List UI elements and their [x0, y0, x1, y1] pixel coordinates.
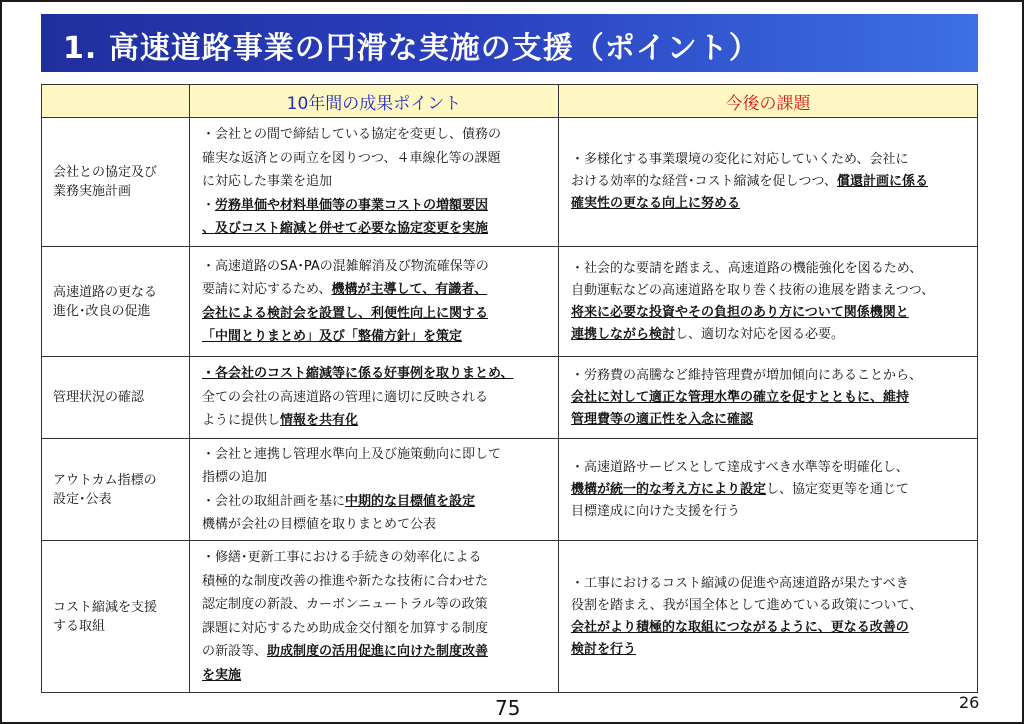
emphasized-text: 会社による検討会を設置し、利便性向上に関する: [202, 305, 489, 321]
tasks-cell: [559, 357, 978, 439]
cell-line: [571, 280, 969, 302]
cell-line: [202, 466, 550, 490]
cell-line: [202, 593, 550, 617]
row-label: [42, 357, 190, 439]
row-label-text: 設定･公表: [53, 491, 112, 507]
row-label-text: 進化･改良の促進: [53, 303, 151, 319]
summary-table: [41, 84, 978, 693]
cell-line: [571, 573, 969, 595]
cell-line: [202, 255, 550, 279]
header-empty-cell: [42, 85, 190, 118]
cell-line: [202, 325, 550, 349]
table-row: [42, 439, 978, 541]
cell-line: [202, 570, 550, 594]
row-label: [42, 118, 190, 247]
cell-line: [202, 170, 550, 194]
cell-line: [571, 595, 969, 617]
row-label-text: アウトカム指標の: [53, 472, 157, 488]
cell-text: 認定制度の新設、カーボンニュートラル等の政策: [202, 597, 488, 612]
page-number: 75: [495, 696, 521, 720]
tasks-cell: [559, 118, 978, 247]
cell-text: 確実な返済との両立を図りつつ、４車線化等の課題: [202, 150, 501, 166]
cell-line: [571, 324, 969, 346]
table-row: [42, 357, 978, 439]
row-label-text: する取組: [53, 618, 106, 634]
cell-text: の新設等、: [202, 644, 268, 659]
cell-text: ・工事におけるコスト縮減の促進や高速道路が果たすべき: [571, 575, 909, 591]
cell-text: おける効率的な経営･コスト縮減を促しつつ、: [571, 174, 837, 189]
cell-line: [202, 147, 550, 171]
cell-text: 要請に対応するため、: [202, 282, 332, 297]
cell-text: 機構が会社の目標値を取りまとめて公表: [202, 517, 437, 532]
cell-text: ・多様化する事業環境の変化に対応していくため、会社に: [571, 152, 909, 167]
cell-text: ・会社との間で締結している協定を変更し、債務の: [202, 127, 502, 143]
cell-line: [571, 302, 969, 324]
cell-line: [202, 490, 550, 514]
cell-text: に対応した事業を追加: [202, 174, 333, 190]
emphasized-text: 会社がより積極的な取組につながるように、更なる改善の: [571, 619, 909, 635]
cell-text: し、協定変更等を通じて: [766, 481, 910, 497]
table-row: [42, 118, 978, 247]
emphasized-text: 機構が統一的な考え方により設定: [571, 481, 767, 497]
cell-text: ・高速道路のSA･PAの混雑解消及び物流確保等の: [202, 258, 489, 274]
row-label-text: 業務実施計画: [53, 184, 132, 199]
cell-line: [571, 409, 969, 431]
row-label-text: 会社との協定及び: [53, 165, 158, 180]
emphasized-text: 検討を行う: [571, 641, 637, 657]
cell-text: ・: [202, 197, 216, 213]
cell-line: [202, 443, 550, 467]
cell-text: ・労務費の高騰など維持管理費が増加傾向にあることから、: [571, 367, 923, 383]
results-cell: [190, 439, 559, 541]
row-label-text: コスト縮減を支援: [53, 599, 158, 615]
cell-line: [571, 258, 969, 280]
emphasized-text: 情報を共有化: [280, 413, 359, 429]
cell-line: [202, 123, 550, 147]
row-label: [42, 247, 190, 357]
cell-text: 目標達成に向けた支援を行う: [571, 503, 741, 519]
cell-text: ・会社と連携し管理水準向上及び施策動向に即して: [202, 446, 502, 462]
cell-line: [202, 617, 550, 641]
cell-line: [571, 387, 969, 409]
emphasized-text: 連携しながら検討: [571, 326, 676, 342]
cell-text: 指標の追加: [202, 470, 268, 485]
table-row: [42, 247, 978, 357]
emphasized-text: 将来に必要な投資やその負担のあり方について関係機関と: [571, 304, 909, 320]
tasks-cell: [559, 247, 978, 357]
cell-line: [571, 501, 969, 523]
cell-text: ・会社の取組計画を基に: [202, 493, 346, 509]
cell-line: [571, 617, 969, 639]
header-results: 10年間の成果ポイント: [190, 85, 559, 118]
cell-text: 役割を踏まえ、我が国全体として進めている政策について、: [571, 597, 923, 613]
row-label-text: 高速道路の更なる: [53, 284, 158, 300]
cell-line: [202, 664, 550, 688]
results-cell: [190, 247, 559, 357]
cell-line: [202, 278, 550, 302]
header-tasks: 今後の課題: [559, 85, 978, 118]
emphasized-text: 会社に対して適正な管理水準の確立を促すとともに、維持: [571, 389, 910, 405]
cell-text: 自動運転などの高速道路を取り巻く技術の進展を踏まえつつ、: [571, 282, 935, 298]
cell-text: ように提供し: [202, 413, 281, 429]
emphasized-text: 確実性の更なる向上に努める: [571, 196, 741, 211]
cell-line: [571, 149, 969, 171]
emphasized-text: 「中間とりまとめ」及び「整備方針」を策定: [202, 329, 463, 344]
cell-line: [571, 479, 969, 501]
emphasized-text: 助成制度の活用促進に向けた制度改善: [267, 644, 489, 659]
cell-line: [571, 365, 969, 387]
cell-line: [571, 171, 969, 193]
cell-line: [202, 302, 550, 326]
row-label: [42, 541, 190, 693]
cell-text: 積極的な制度改善の推進や新たな技術に合わせた: [202, 573, 489, 589]
emphasized-text: ・各会社のコスト縮減等に係る好事例を取りまとめ、: [202, 366, 514, 382]
cell-text: ・社会的な要請を踏まえ、高速道路の機能強化を図るため、: [571, 260, 923, 276]
emphasized-text: を実施: [202, 667, 242, 683]
results-cell: [190, 541, 559, 693]
cell-line: [202, 409, 550, 433]
cell-line: [202, 386, 550, 410]
cell-line: [202, 546, 550, 570]
table-body: [42, 118, 978, 693]
cell-line: [571, 639, 969, 661]
slide-title: 1. 高速道路事業の円滑な実施の支援（ポイント）: [63, 31, 760, 66]
slide-number: 26: [959, 693, 980, 712]
emphasized-text: 労務単価や材料単価等の事業コストの増額要因: [215, 197, 489, 213]
title-bar: [41, 14, 978, 72]
tasks-cell: [559, 439, 978, 541]
emphasized-text: 機構が主導して、有識者、: [331, 282, 488, 297]
table-row: [42, 541, 978, 693]
table-header-row: [42, 85, 978, 118]
emphasized-text: 償還計画に係る: [836, 174, 928, 189]
cell-line: [202, 362, 550, 386]
cell-text: し、適切な対応を図る必要。: [675, 326, 845, 342]
emphasized-text: 、及びコスト縮減と併せて必要な協定変更を実施: [202, 221, 489, 237]
emphasized-text: 中期的な目標値を設定: [345, 493, 476, 509]
cell-text: 課題に対応するため助成金交付額を加算する制度: [202, 620, 489, 636]
cell-line: [571, 457, 969, 479]
cell-text: ・修繕･更新工事における手続きの効率化による: [202, 550, 482, 565]
results-cell: [190, 357, 559, 439]
emphasized-text: 管理費等の適正性を入念に確認: [571, 411, 754, 427]
cell-line: [202, 194, 550, 218]
cell-line: [571, 193, 969, 215]
cell-text: 全ての会社の高速道路の管理に適切に反映される: [202, 389, 489, 405]
cell-line: [202, 217, 550, 241]
cell-line: [202, 513, 550, 537]
cell-text: ・高速道路サービスとして達成すべき水準等を明確化し、: [571, 459, 909, 475]
cell-line: [202, 640, 550, 664]
results-cell: [190, 118, 559, 247]
tasks-cell: [559, 541, 978, 693]
row-label: [42, 439, 190, 541]
row-label-text: 管理状況の確認: [53, 390, 145, 405]
